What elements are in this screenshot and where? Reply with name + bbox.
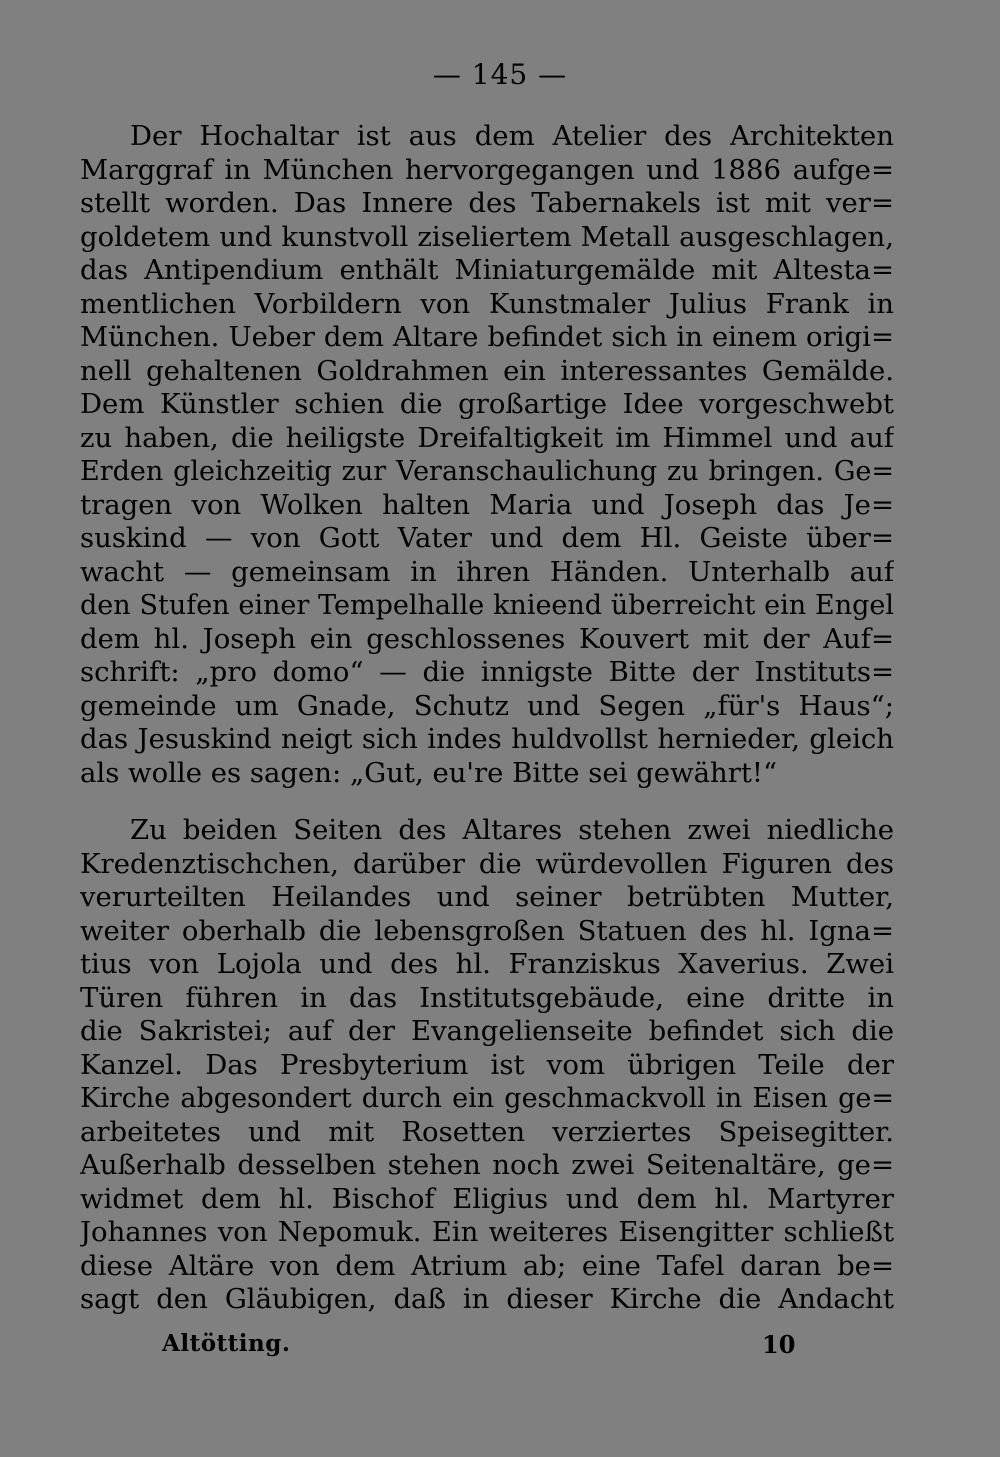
paragraph-hochaltar bbox=[80, 120, 894, 790]
text-line: Zu beiden Seiten des Altares stehen zwei niedliche bbox=[130, 814, 894, 846]
text-line: mentlichen Vorbildern von Kunstmaler Julius Frank in bbox=[80, 287, 894, 320]
text-line: nell gehaltenen Goldrahmen ein interessantes Gemälde. bbox=[80, 354, 894, 387]
paragraph-seiten bbox=[80, 814, 894, 1317]
text-line: diese Altäre von dem Atrium ab; eine Tafel daran be= bbox=[80, 1249, 894, 1282]
text-line: die Sakristei; auf der Evangelienseite befindet sich die bbox=[80, 1015, 894, 1047]
signature-number: 10 bbox=[762, 1330, 796, 1359]
text-line: München. Ueber dem Altare befindet sich in einem origi= bbox=[80, 321, 894, 353]
text-line: tragen von Wolken halten Maria und Joseph das Je= bbox=[80, 488, 894, 521]
text-line: zu haben, die heiligste Dreifaltigkeit im Himmel und auf bbox=[80, 421, 894, 454]
text-line: tius von Lojola und des hl. Franziskus Xaverius. Zwei bbox=[80, 948, 894, 980]
text-line: stellt worden. Das Innere des Tabernakels ist mit ver= bbox=[80, 187, 894, 219]
text-line: arbeitetes und mit Rosetten verziertes Speisegitter. bbox=[80, 1115, 894, 1148]
page-number: — 145 — bbox=[432, 58, 568, 91]
text-line: Kirche abgesondert durch ein geschmackvoll in Eisen ge= bbox=[80, 1083, 894, 1114]
text-line: Dem Künstler schien die großartige Idee vorgeschwebt bbox=[80, 388, 894, 420]
text-line: widmet dem hl. Bischof Eligius und dem hl. Martyrer bbox=[80, 1182, 894, 1215]
text-line: Außerhalb desselben stehen noch zwei Seitenaltäre, ge= bbox=[80, 1149, 894, 1181]
text-line: das Antipendium enthält Miniaturgemälde mit Altesta= bbox=[80, 254, 894, 286]
text-line: schrift: „pro domo“ — die innigste Bitte der Instituts= bbox=[80, 656, 894, 688]
signature-mark: Altötting. bbox=[162, 1330, 291, 1357]
text-line: Türen führen in das Institutsgebäude, eine dritte in bbox=[80, 981, 894, 1014]
text-line: verurteilten Heilandes und seiner betrübten Mutter, bbox=[80, 881, 894, 913]
text-line: als wolle es sagen: „Gut, eu're Bitte sei gewährt!“ bbox=[80, 756, 778, 789]
text-line: gemeinde um Gnade, Schutz und Segen „für's Haus“; bbox=[80, 689, 894, 722]
text-line: Der Hochaltar ist aus dem Atelier des Architekten bbox=[130, 120, 894, 152]
text-line: suskind — von Gott Vater und dem Hl. Geiste über= bbox=[80, 522, 894, 554]
text-line: Erden gleichzeitig zur Veranschaulichung zu bringen. Ge= bbox=[80, 456, 894, 487]
text-line: goldetem und kunstvoll ziseliertem Metall ausgeschlagen, bbox=[80, 220, 894, 253]
text-line: Kanzel. Das Presbyterium ist vom übrigen Teile der bbox=[80, 1048, 894, 1081]
text-line: Kredenztischchen, darüber die würdevollen Figuren des bbox=[80, 847, 894, 880]
text-line: den Stufen einer Tempelhalle knieend überreicht ein Engel bbox=[80, 590, 894, 621]
text-line: sagt den Gläubigen, daß in dieser Kirche die Andacht bbox=[80, 1283, 894, 1315]
text-line: wacht — gemeinsam in ihren Händen. Unterhalb auf bbox=[80, 555, 894, 588]
text-line: dem hl. Joseph ein geschlossenes Kouvert mit der Auf= bbox=[80, 622, 894, 655]
text-line: weiter oberhalb die lebensgroßen Statuen des hl. Igna= bbox=[80, 914, 894, 947]
text-line: das Jesuskind neigt sich indes huldvollst hernieder, gleich bbox=[80, 723, 894, 755]
text-line: Marggraf in München hervorgegangen und 1886 aufge= bbox=[80, 153, 894, 186]
text-line: Johannes von Nepomuk. Ein weiteres Eisengitter schließt bbox=[80, 1216, 894, 1248]
